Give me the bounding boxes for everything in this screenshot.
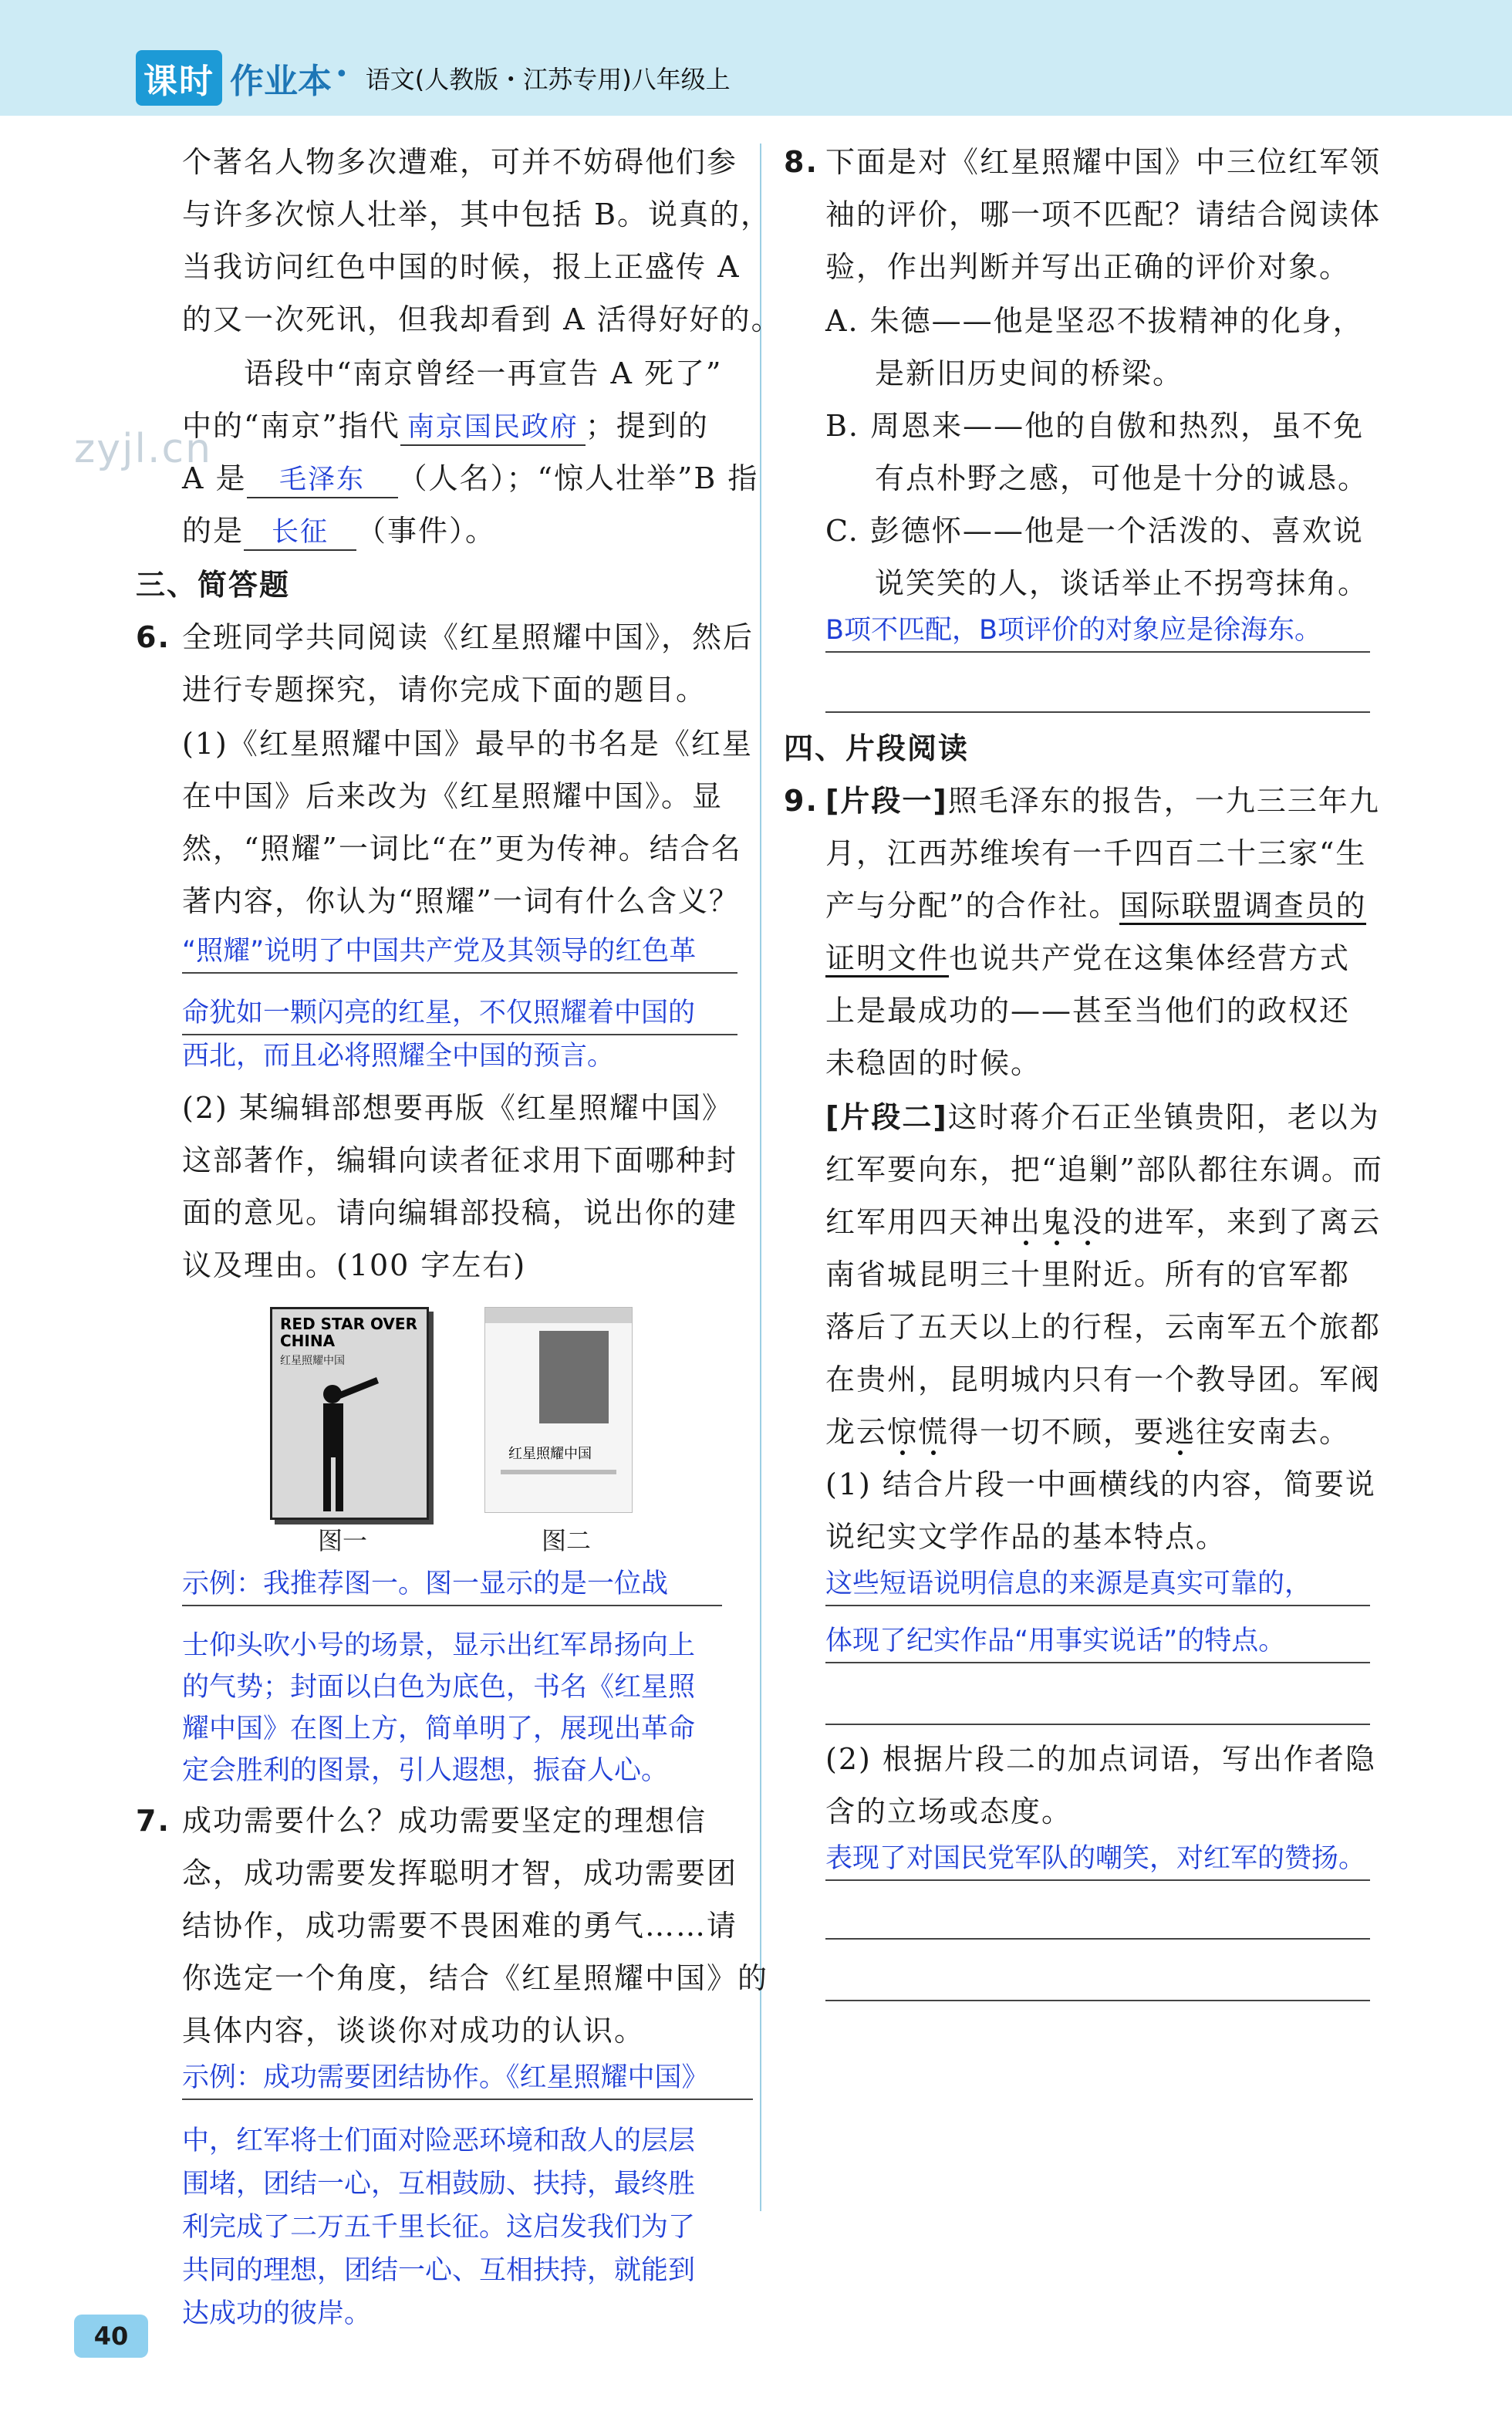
passage-line: 未稳固的时候。	[825, 1046, 1042, 1080]
question-text: 然，“照耀”一词比“在”更为传神。结合名	[182, 832, 742, 866]
passage-line	[825, 1099, 1380, 1136]
cover-picture	[539, 1331, 609, 1423]
answer-blank-2: 毛泽东	[247, 463, 398, 498]
text-span: 龙云	[825, 1415, 888, 1449]
answer-line: 围堵，团结一心，互相鼓励、扶持，最终胜	[182, 2169, 696, 2200]
question-text: 在中国》后来改为《红星照耀中国》。显	[182, 779, 724, 813]
passage-line	[825, 940, 1350, 977]
option-b-cont: 有点朴野之感，可他是十分的诚恳。	[875, 461, 1369, 495]
passage-line: 南省城昆明三十里附近。所有的官军都	[825, 1258, 1351, 1292]
answer-line: 示例：成功需要团结协作。《红星照耀中国》	[182, 2060, 753, 2100]
question-text: 下面是对《红星照耀中国》中三位红军领	[825, 145, 1382, 179]
answer-line: “照耀”说明了中国共产党及其领导的红色革	[182, 934, 737, 974]
question-text: 你选定一个角度，结合《红星照耀中国》的	[182, 1961, 769, 1995]
answer-line: 共同的理想，团结一心、互相扶持，就能到	[182, 2255, 696, 2286]
answer-line: 体现了纪实作品“用事实说话”的特点。	[825, 1623, 1370, 1663]
question-text: 说纪实文学作品的基本特点。	[825, 1520, 1227, 1554]
blank-rule	[825, 1724, 1370, 1725]
question-text: 面的意见。请向编辑部投稿，说出你的建	[182, 1196, 738, 1230]
subject-title: 语文(人教版・江苏专用)八年级上	[365, 65, 731, 94]
book1-title: RED STAR OVER CHINA	[280, 1315, 417, 1350]
text-span: ；提到的	[585, 409, 709, 443]
text-line	[182, 407, 709, 446]
question-text: 结协作，成功需要不畏困难的勇气……请	[182, 1909, 738, 1943]
text-span: 的进军，来到了离云	[1103, 1205, 1382, 1239]
passage-line: 在贵州，昆明城内只有一个教导团。军阀	[825, 1362, 1382, 1396]
question-number: 8.	[784, 145, 818, 179]
text-span: 照毛泽东的报告，一九三三年九	[947, 784, 1380, 818]
text-span: 红军用四天神	[825, 1205, 1011, 1239]
passage-line: 月，江西苏维埃有一千四百二十三家“生	[825, 836, 1367, 870]
dotted-char: 惊	[887, 1415, 919, 1449]
passage-tag: [片段二]	[825, 1100, 948, 1134]
text-line: 的又一次死讯，但我却看到 A 活得好好的。	[182, 302, 782, 336]
book2-title: 红星照耀中国	[508, 1446, 592, 1462]
figure-caption-2: 图二	[542, 1526, 592, 1555]
book-cover-1	[270, 1307, 429, 1520]
question-number: 9.	[784, 784, 818, 818]
text-span: 的是	[182, 514, 245, 548]
page-number: 40	[74, 2315, 148, 2358]
text-span: 这时蒋介石正坐镇贵阳，老以为	[947, 1100, 1380, 1134]
column-divider	[760, 144, 761, 2211]
question-text: 全班同学共同阅读《红星照耀中国》，然后	[182, 620, 754, 654]
question-number: 7.	[136, 1804, 170, 1838]
option-b: B. 周恩来——他的自傲和热烈，虽不免	[825, 409, 1365, 443]
logo-badge: 课时	[136, 50, 222, 106]
question-text: (1) 结合片段一中画横线的内容，简要说	[825, 1467, 1376, 1501]
section-heading: 四、片段阅读	[784, 731, 970, 765]
text-span: 产与分配”的合作社。	[825, 889, 1120, 923]
logo-dot-icon: •	[335, 60, 349, 88]
passage-line: 落后了五天以上的行程，云南军五个旅都	[825, 1310, 1382, 1344]
text-span: （人名）；“惊人壮举”B 指	[397, 461, 759, 495]
answer-line: 这些短语说明信息的来源是真实可靠的，	[825, 1566, 1370, 1606]
answer-blank-3: 长征	[244, 515, 356, 551]
option-a: A. 朱德——他是坚忍不拔精神的化身，	[825, 304, 1364, 338]
blank-rule	[825, 2000, 1370, 2001]
passage-line	[825, 1413, 1350, 1450]
question-number: 6.	[136, 620, 170, 654]
text-span: 往安南去。	[1196, 1415, 1351, 1449]
answer-line: 的气势；封面以白色为底色，书名《红星照	[182, 1672, 696, 1703]
answer-line: 西北，而且必将照耀全中国的预言。	[182, 1041, 615, 1072]
passage-line	[825, 782, 1380, 819]
header-band	[0, 0, 1512, 116]
answer-line: 中，红军将士们面对险恶环境和敌人的层层	[182, 2126, 696, 2156]
text-line: 与许多次惊人壮举，其中包括 B。说真的，	[182, 198, 772, 231]
watermark: zyjl.cn	[74, 426, 213, 472]
question-text: 著内容，你认为“照耀”一词有什么含义？	[182, 884, 740, 918]
option-a-cont: 是新旧历史间的桥梁。	[875, 356, 1184, 390]
option-c-cont: 说笑笑的人，谈话举止不拐弯抹角。	[875, 566, 1369, 600]
answer-line: B项不匹配，B项评价的对象应是徐海东。	[825, 613, 1370, 653]
figure-caption-1: 图一	[318, 1526, 368, 1555]
question-text: 议及理由。(100 字左右)	[182, 1248, 527, 1282]
question-text: 验，作出判断并写出正确的评价对象。	[825, 250, 1351, 284]
answer-line: 达成功的彼岸。	[182, 2298, 372, 2329]
dotted-char: 出	[1011, 1205, 1042, 1239]
question-text: 具体内容，谈谈你对成功的认识。	[182, 2014, 646, 2048]
question-text: 成功需要什么？成功需要坚定的理想信	[182, 1804, 707, 1838]
underlined-phrase: 国际联盟调查员的	[1119, 889, 1366, 925]
question-text: 念，成功需要发挥聪明才智，成功需要团	[182, 1856, 738, 1890]
text-span: 中的“南京”指代	[182, 409, 400, 443]
answer-line: 利完成了二万五千里长征。这启发我们为了	[182, 2212, 696, 2243]
answer-line: 士仰头吹小号的场景，显示出红军昂扬向上	[182, 1630, 696, 1661]
dotted-char: 鬼	[1041, 1205, 1073, 1239]
question-text: 含的立场或态度。	[825, 1795, 1073, 1828]
passage-line	[825, 887, 1366, 924]
blank-rule	[825, 1938, 1370, 1940]
question-text: 进行专题探究，请你完成下面的题目。	[182, 673, 707, 707]
answer-line: 命犹如一颗闪亮的红星，不仅照耀着中国的	[182, 995, 737, 1035]
passage-line	[825, 1204, 1381, 1241]
text-span: 也说共产党在这集体经营方式	[949, 941, 1351, 975]
cover-band	[485, 1308, 632, 1323]
passage-line: 红军要向东，把“追剿”部队都往东调。而	[825, 1153, 1383, 1187]
passage-line: 上是最成功的——甚至当他们的政权还	[825, 994, 1351, 1028]
question-text: (2) 某编辑部想要再版《红星照耀中国》	[182, 1091, 733, 1125]
book1-chinese-title: 红星照耀中国	[280, 1355, 345, 1367]
header-logo	[136, 51, 731, 105]
option-c: C. 彭德怀——他是一个活泼的、喜欢说	[825, 514, 1364, 548]
text-line: 当我访问红色中国的时候，报上正盛传 A	[182, 250, 741, 284]
underlined-phrase: 证明文件	[825, 941, 949, 978]
bugler-silhouette-icon	[303, 1371, 380, 1514]
section-heading: 三、简答题	[136, 568, 291, 602]
answer-blank-1: 南京国民政府	[400, 410, 586, 446]
text-line: 语段中“南京曾经一再宣告 A 死了”	[244, 356, 723, 390]
text-line	[182, 512, 496, 551]
text-line: 个著名人物多次遭难，可并不妨碍他们参	[182, 145, 738, 179]
text-span: （事件）。	[356, 514, 497, 548]
blank-rule	[825, 711, 1370, 713]
dotted-char: 慌	[918, 1415, 950, 1449]
book-cover-2	[484, 1307, 633, 1513]
dotted-phrase	[1011, 1205, 1103, 1239]
text-span: A 是	[182, 461, 247, 495]
question-text: 袖的评价，哪一项不匹配？请结合阅读体	[825, 198, 1382, 231]
question-text: 这部著作，编辑向读者征求用下面哪种封	[182, 1143, 738, 1177]
passage-tag: [片段一]	[825, 784, 948, 818]
answer-line: 示例：我推荐图一。图一显示的是一位战	[182, 1566, 722, 1606]
cover-bar	[501, 1470, 616, 1474]
dotted-char: 逃	[1165, 1415, 1196, 1449]
question-text: (1)《红星照耀中国》最早的书名是《红星	[182, 727, 753, 761]
answer-line: 定会胜利的图景，引人遐想，振奋人心。	[182, 1755, 669, 1786]
text-span: 得一切不顾，要	[949, 1415, 1166, 1449]
logo-text: 作业本	[230, 62, 332, 101]
answer-line: 表现了对国民党军队的嘲笑，对红军的赞扬。	[825, 1841, 1370, 1881]
answer-line: 耀中国》在图上方，简单明了，展现出革命	[182, 1714, 696, 1744]
dotted-char: 没	[1072, 1205, 1104, 1239]
question-text: (2) 根据片段二的加点词语，写出作者隐	[825, 1742, 1376, 1776]
text-line	[182, 460, 758, 498]
